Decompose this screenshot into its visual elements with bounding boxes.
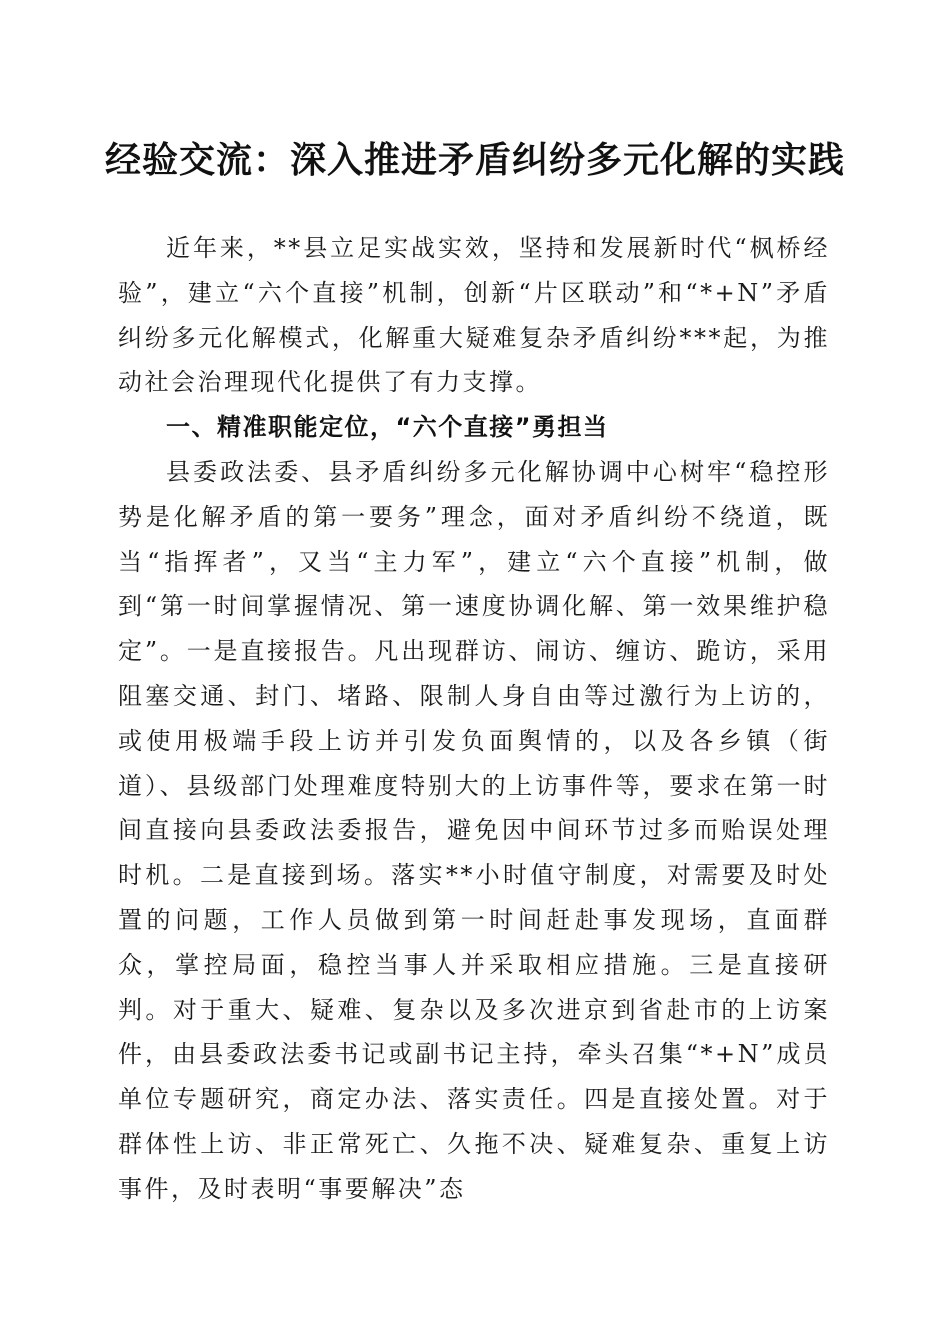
document-body [118, 226, 830, 1212]
paragraph-intro: 近年来，**县立足实战实效，坚持和发展新时代“枫桥经验”，建立“六个直接”机制，创新“片区联动”和“*+N”矛盾纠纷多元化解模式，化解重大疑难复杂矛盾纠纷***起，为推动社会治理现代化提供了有力支撑。 [118, 234, 830, 397]
section-heading-1: 一、精准职能定位，“六个直接”勇担当 [166, 413, 609, 442]
paragraph-section-1: 县委政法委、县矛盾纠纷多元化解协调中心树牢“稳控形势是化解矛盾的第一要务”理念，面对矛盾纠纷不绕道，既当“指挥者”，又当“主力军”，建立“六个直接”机制，做到“第一时间掌握情况、第一速度协调化解、第一效果维护稳定”。一是直接报告。凡出现群访、闹访、缠访、跪访，采用阻塞交通、封门、堵路、限制人身自由等过激行为上访的，或使用极端手段上访并引发负面舆情的，以及各乡镇（街道）、县级部门处理难度特别大的上访事件等，要求在第一时间直接向县委政法委报告，避免因中间环节过多而贻误处理时机。二是直接到场。落实**小时值守制度，对需要及时处置的问题，工作人员做到第一时间赶赴事发现场，直面群众，掌控局面，稳控当事人并采取相应措施。三是直接研判。对于重大、疑难、复杂以及多次进京到省赴市的上访案件，由县委政法委书记或副书记主持，牵头召集“*+N”成员单位专题研究，商定办法、落实责任。四是直接处置。对于群体性上访、非正常死亡、久拖不决、疑难复杂、重复上访事件，及时表明“事要解决”态 [118, 457, 830, 1203]
document-title: 经验交流：深入推进矛盾纠纷多元化解的实践 [104, 139, 845, 181]
